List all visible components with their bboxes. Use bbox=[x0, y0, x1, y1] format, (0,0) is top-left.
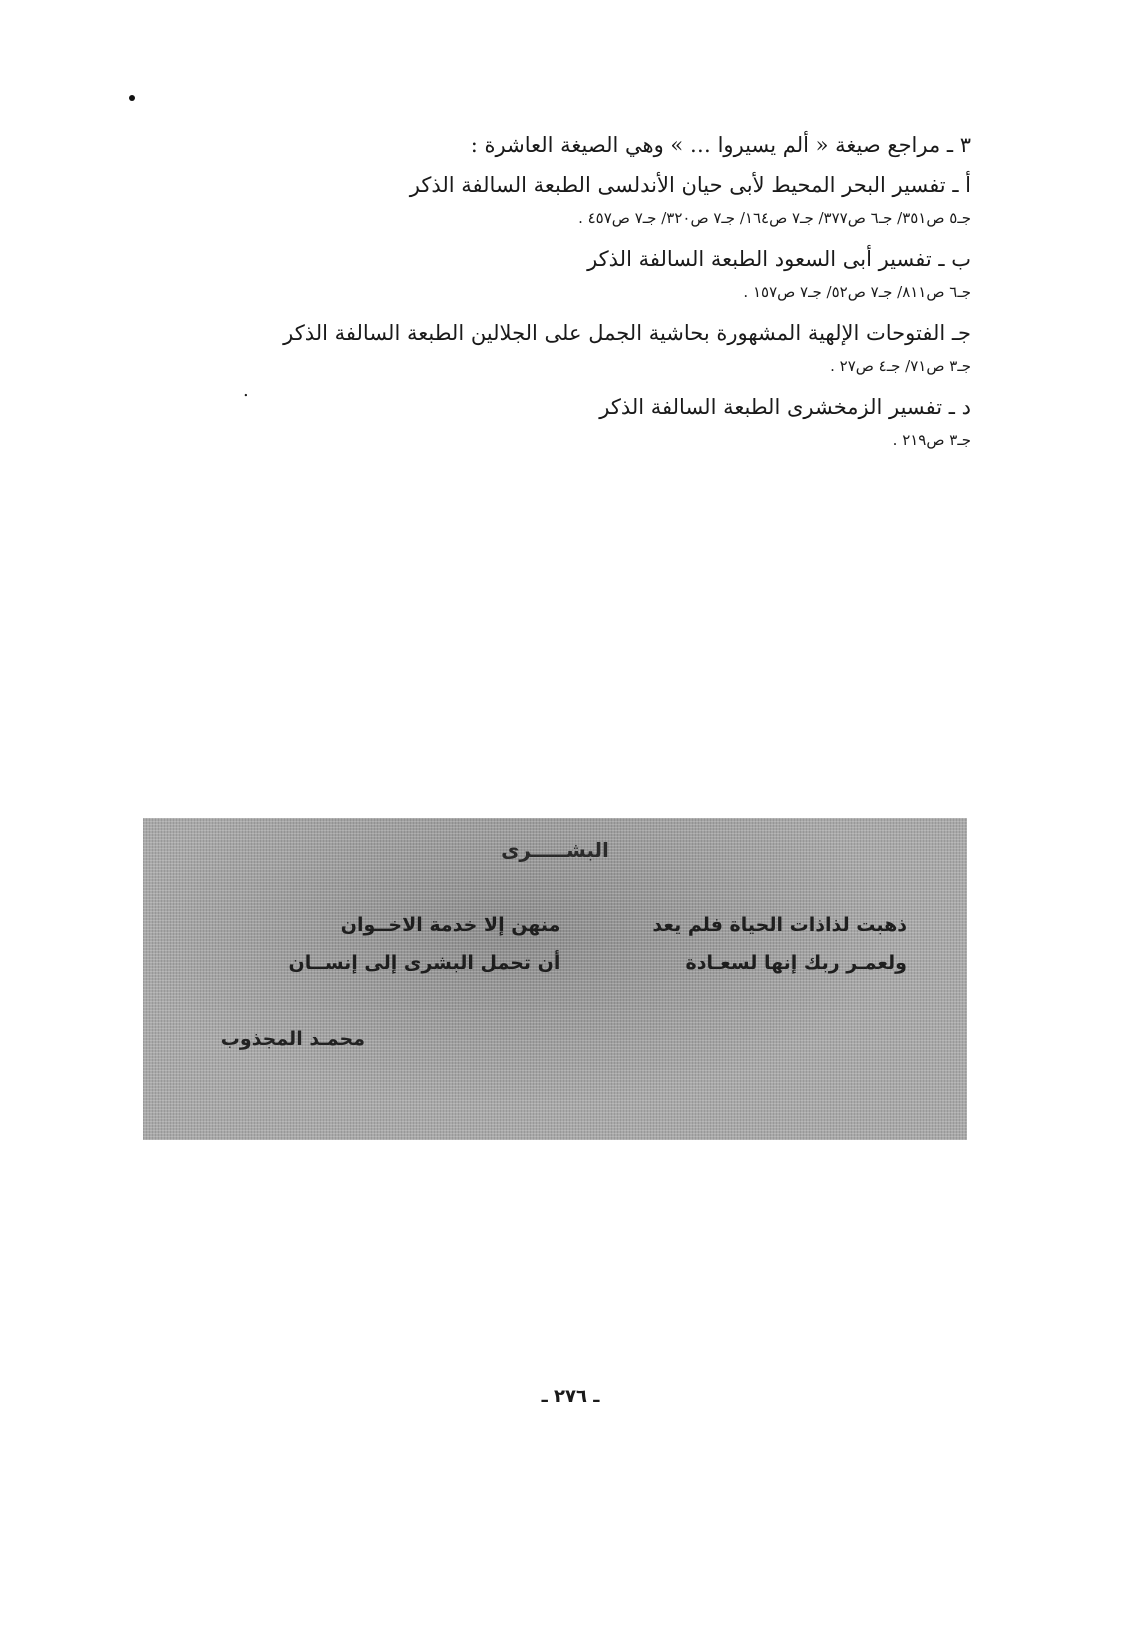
poem-title: البشـــــرى bbox=[501, 838, 609, 862]
page-number: ـ ٢٧٦ ـ bbox=[541, 1386, 600, 1407]
verse-first-hemistich: ولعمـر ربك إنها لسعـادة bbox=[685, 952, 907, 974]
trailing-dot: . bbox=[243, 380, 249, 401]
poet-name: محمـد المجذوب bbox=[220, 1028, 365, 1050]
reference-title-c: جـ الفتوحات الإلهية المشهورة بحاشية الجمل على الجلالين الطبعة السالفة الذكر bbox=[283, 321, 971, 345]
verse-first-hemistich: ذهبت لذاذات الحياة فلم يعد bbox=[652, 914, 907, 936]
verse-second-hemistich: أن تحمل البشرى إلى إنســان bbox=[288, 952, 561, 974]
poem-verse bbox=[187, 952, 907, 974]
reference-citations-d: جـ٣ ص٢١٩ . bbox=[892, 431, 971, 449]
poem-verse bbox=[187, 914, 907, 936]
poem-box bbox=[143, 818, 967, 1140]
stray-dot bbox=[129, 95, 135, 101]
reference-title-d: د ـ تفسير الزمخشرى الطبعة السالفة الذكر bbox=[599, 395, 971, 419]
reference-citations-a: جـ٥ ص٣٥١/ جـ٦ ص٣٧٧/ جـ٧ ص١٦٤/ جـ٧ ص٣٢٠/ جـ٧ ص٤٥٧ . bbox=[578, 209, 971, 227]
verse-second-hemistich: منهن إلا خدمة الاخــوان bbox=[340, 914, 561, 936]
references-heading: ٣ ـ مراجع صيغة « ألم يسيروا … » وهي الصيغة العاشرة : bbox=[470, 133, 971, 157]
reference-citations-b: جـ٦ ص٨١١/ جـ٧ ص٥٢/ جـ٧ ص١٥٧ . bbox=[743, 283, 971, 301]
references-section bbox=[211, 128, 971, 454]
reference-title-a: أ ـ تفسير البحر المحيط لأبى حيان الأندلسى الطبعة السالفة الذكر bbox=[409, 173, 971, 197]
reference-citations-c: جـ٣ ص٧١/ جـ٤ ص٢٧ . bbox=[830, 357, 971, 375]
reference-title-b: ب ـ تفسير أبى السعود الطبعة السالفة الذكر bbox=[587, 247, 971, 271]
